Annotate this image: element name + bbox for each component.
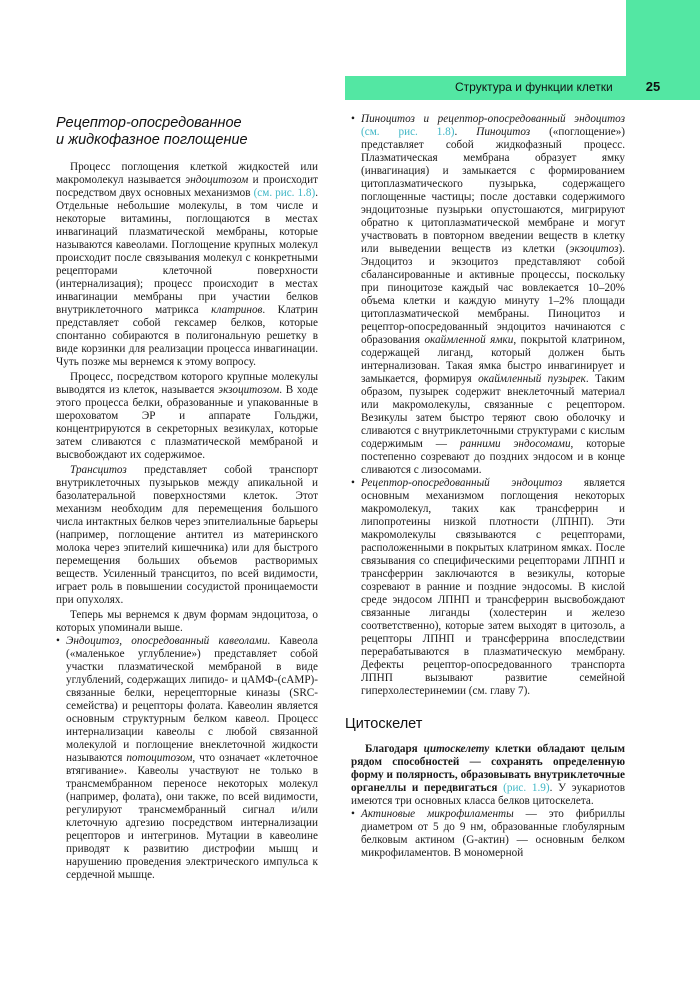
text: . <box>454 126 477 138</box>
text: . У эукариотов имеются три основных класса белков цитоскелета. <box>351 782 625 807</box>
text: представляет собой транспорт внутриклеточных пузырьков между апикальной и базолатеральной поверхностями клеток. Этот механизм необходим для перемещения большого числа интактных белков через эпителиальные барьеры (например, поглощение антител из материнского молока через эпителий кишечника) или для быстрого перемещения больших объемов растворимых веществ. Усиленный трансцитоз, по всей видимости, играет роль в повышении сосудистой проницаемости при опухолях. <box>56 464 318 606</box>
term-caveolae-endocytosis: Эндоцитоз, опосредованный кавеолами <box>66 635 268 647</box>
text: , что означает «клеточное втягивание». Кавеолы участвуют не только в трансмембранном переносе некоторых молекул (например, фолата), они также, по всей видимости, регулируют трансмембранный сигнал и/или клеточную адгезию посредством интернализации рецепторов и интегринов. Мутации в кавеолине приводят к развитию дистрофии мышц и нарушению проведения электрического импульса к сердечной мышце. <box>66 752 318 881</box>
running-title: Структура и функции клетки <box>455 80 613 94</box>
text: . Отдельные небольшие молекулы, в том числе и некоторые витамины, поглощаются в местах инвагинаций плазматической мембраны, которые называются кавеолами. Поглощение крупных молекул происходит после связывания молекул с конкретными рецепторами клеточной поверхности (интернализация); процесс происходит в местах инвагинации мембраны при участии белков внутриклеточного матрикса <box>56 187 318 316</box>
bullet-list-left <box>56 635 318 882</box>
paragraph-two-forms: Теперь мы вернемся к двум формам эндоцитоза, о которых упоминали выше. <box>56 609 318 634</box>
text: — это фибриллы диаметром от 5 до 9 нм, образованные глобулярным белковым актином (G-актин) — основным белком микрофиламентов. В мономерной <box>361 808 626 859</box>
text: Процесс поглощения клеткой жидкостей или макромолекул называется <box>56 161 318 186</box>
text: и происходит посредством двух основных механизмов <box>56 174 318 199</box>
bullet-caveolae <box>56 635 318 882</box>
text: . Кавеола («маленькое углубление») представляет собой участки плазматической мембраной в виде углублений, содержащих липидо- и цАМФ-(cAMP)-связанные белки, нерецепторные киназы (SRC-семейства) и рецепторы фолата. Кавеолин является основным структурным белком кавеол. Процесс интернализации кавеолы с любой связанной молекулой и поглощение внеклеточной жидкости называются <box>66 635 318 764</box>
bullet-list-cytoskeleton <box>351 808 625 860</box>
right-column <box>345 113 626 860</box>
section-title-line-1: Рецептор-опосредованное <box>56 115 242 131</box>
term-pinocytosis-receptor: Пиноцитоз и рецептор-опосредованный эндоцитоз <box>361 113 625 125</box>
page-number: 25 <box>645 79 661 94</box>
term-actin-microfilaments: Актиновые микрофиламенты <box>361 808 514 820</box>
text: Процесс, посредством которого крупные молекулы выводятся из клеток, называется <box>56 371 318 396</box>
figure-ref-1-8[interactable]: (см. рис. 1.8) <box>253 187 316 199</box>
text: («поглощение») представляет собой жидкофазный процесс. Плазматическая мембрана образует ямку (инвагинация) и замыкается с формированием цитоплазматического пузырька, содержащего поглощенные частицы; после доставки содержимого эндоцитозные пузырьки опустошаются, мигрируют обратно к цитоплазматической мембране и могут участвовать в повторном введении веществ в клетку или выведении веществ из клетки ( <box>361 126 626 255</box>
bullet-actin-microfilaments <box>351 808 625 860</box>
text: является основным механизмом поглощения некоторых макромолекул, таких как трансферрин и липопротеины низкой плотности (ЛПНП). Эти макромолекулы связываются с рецепторами, расположенными в покрытых клатрином ямках. После связывания со специфическими рецепторами ЛПНП и трансферрин заключаются в везикулы, которые созревают в ранние и поздние эндосомы. В кислой среде эндосом ЛПНП и трансферрин высвобождают связанные лиганды (холестерин и железо соответственно), которые затем выходят в цитозоль, а рецепторы ЛПНП и трансферрина впоследствии перерабатываются в плазматическую мембрану. Дефекты рецептор-опосредованного транспорта ЛПНП вызывают развитие семейной гиперхолестеринемии (см. главу 7). <box>361 477 625 697</box>
figure-ref-1-8[interactable]: (см. рис. 1.8) <box>361 126 455 138</box>
term-endocytosis: эндоцитозом <box>185 174 249 186</box>
paragraph-transcytosis <box>56 464 318 607</box>
bullet-list-right <box>351 113 625 698</box>
text: клетки обладают целым рядом способностей — сохранять определенную форму и полярность, образовывать внутриклеточные органеллы и передвигаться <box>351 743 625 794</box>
figure-ref-1-9[interactable]: (рис. 1.9) <box>497 782 550 794</box>
text: . В ходе этого процесса белки, образованные и упакованные в шероховатом ЭР и аппарате Гольджи, концентрируются в секреторных везикулах, которые затем сливаются с плазматической мембраной и высвобождают их содержимое. <box>56 384 318 461</box>
bullet-pinocytosis <box>351 113 625 477</box>
section-title-line-2: и жидкофазное поглощение <box>56 132 248 148</box>
paragraph-exocytosis <box>56 371 318 462</box>
text: . Таким образом, пузырек содержит внеклеточный материал или макромолекулы, связанные с рецептором. Везикулы затем быстро теряют свою оболочку и сливаются с внутриклеточными структурами с кислым содержимым — <box>361 373 625 450</box>
term-exocytosis: экзоцитоз <box>569 243 619 255</box>
section-title-receptor-uptake <box>56 115 318 149</box>
paragraph-cytoskeleton <box>351 743 625 808</box>
term-potocytosis: потоцитозом <box>126 752 193 764</box>
term-receptor-mediated-endocytosis: Рецептор-опосредованный эндоцитоз <box>361 477 563 489</box>
section-title-cytoskeleton: Цитоскелет <box>345 716 423 732</box>
text: ). Эндоцитоз и экзоцитоз представляют собой сбалансированные и активные процессы, поскольку при пиноцитозе каждый час вовлекается 10–20% объема клетки и каждую минуту 1–2% площади цитоплазматической мембраны. Пиноцитоз и рецептор-опосредованный эндоцитоз начинаются с образования <box>361 243 625 346</box>
term-exocytosis: экзоцитозом <box>218 384 280 396</box>
term-coated-pit: окаймленной ямки <box>424 334 514 346</box>
text: , которые постепенно созревают до поздних эндосом и в конце сливаются с лизосомами. <box>361 438 625 476</box>
text: Благодаря <box>365 743 424 755</box>
left-column <box>56 115 318 882</box>
term-cytoskeleton: цитоскелету <box>423 743 490 755</box>
page-top-margin <box>0 0 700 60</box>
term-pinocytosis: Пиноцитоз <box>476 126 531 138</box>
bullet-receptor-mediated <box>351 477 625 698</box>
paragraph-endocytosis <box>56 161 318 369</box>
term-transcytosis: Трансцитоз <box>70 464 127 476</box>
term-early-endosomes: ранними эндосомами <box>459 438 571 450</box>
text: , покрытой клатрином, содержащей лиганд, который должен быть интернализован. Такая ямка быстро инвагинирует и замыкается, формируя <box>361 334 626 385</box>
term-coated-vesicle: окаймленный пузырек <box>478 373 586 385</box>
text: . Клатрин представляет собой гексамер белков, которые спонтанно собираются в полигональную решетку в виде корзинки для реализации процесса инвагинации. Чуть позже мы вернемся к этому вопросу. <box>56 304 318 368</box>
term-clathrins: клатринов <box>211 304 263 316</box>
